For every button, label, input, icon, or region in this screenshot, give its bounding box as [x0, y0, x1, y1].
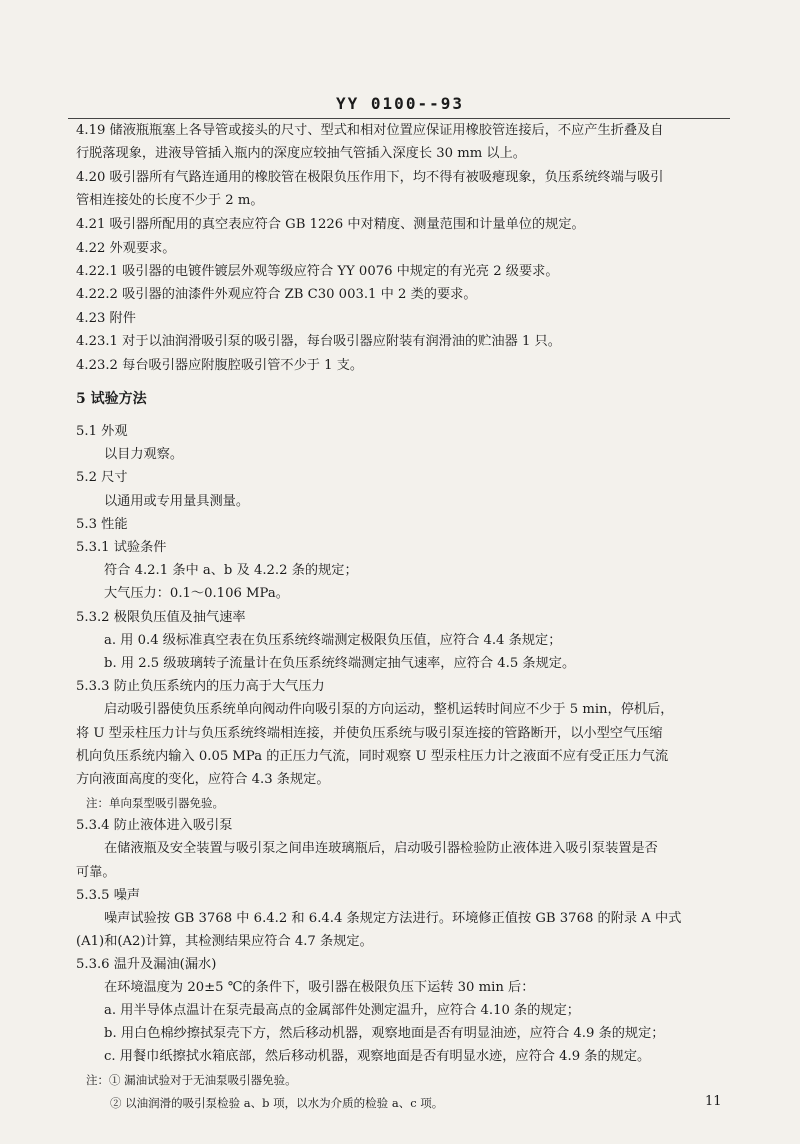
text-line: 以通用或专用量具测量。 — [104, 494, 250, 509]
text-line: 4.21 吸引器所配用的真空表应符合 GB 1226 中对精度、测量范围和计量单位的规定。 — [76, 217, 585, 232]
text-line: 5.1 外观 — [76, 424, 128, 439]
text-line: 5.3.6 温升及漏油(漏水) — [76, 957, 217, 972]
header-rule — [68, 118, 730, 119]
note-line: ② 以油润滑的吸引泵检验 a、b 项，以水为介质的检验 a、c 项。 — [110, 1096, 444, 1110]
page-number: 11 — [705, 1094, 722, 1109]
text-line: 5.3.2 极限负压值及抽气速率 — [76, 610, 246, 625]
text-line: 机向负压系统内输入 0.05 MPa 的正压力气流，同时观察 U 型汞柱压力计之液面不应有受正压力气流 — [76, 749, 669, 764]
text-line: 4.19 储液瓶瓶塞上各导管或接头的尺寸、型式和相对位置应保证用橡胶管连接后，不应产生折叠及自 — [76, 123, 664, 138]
text-line: 管相连接处的长度不少于 2 m。 — [76, 193, 264, 208]
text-line: 大气压力：0.1～0.106 MPa。 — [104, 586, 289, 601]
text-line: a. 用 0.4 级标准真空表在负压系统终端测定极限负压值，应符合 4.4 条规定； — [104, 633, 562, 648]
text-line: 4.23 附件 — [76, 311, 136, 326]
text-line: 4.22.1 吸引器的电镀件镀层外观等级应符合 YY 0076 中规定的有光亮 2 级要求。 — [76, 264, 559, 279]
text-line: 5.3.3 防止负压系统内的压力高于大气压力 — [76, 679, 325, 694]
text-line: 5.3 性能 — [76, 517, 128, 532]
note-line: 注：单向泵型吸引器免验。 — [86, 796, 224, 810]
text-line: 4.22.2 吸引器的油漆件外观应符合 ZB C30 003.1 中 2 类的要求。 — [76, 287, 477, 302]
section-heading: 5 试验方法 — [76, 391, 147, 407]
text-line: (A1)和(A2)计算，其检测结果应符合 4.7 条规定。 — [76, 934, 373, 949]
text-line: a. 用半导体点温计在泵壳最高点的金属部件处测定温升，应符合 4.10 条的规定； — [104, 1003, 580, 1018]
text-line: c. 用餐巾纸擦拭水箱底部，然后移动机器，观察地面是否有明显水迹，应符合 4.9 条的规定。 — [104, 1049, 651, 1064]
text-line: 5.3.4 防止液体进入吸引泵 — [76, 818, 233, 833]
note-line: 注：① 漏油试验对于无油泵吸引器免验。 — [86, 1073, 297, 1087]
standard-code-header: YY 0100--93 — [336, 94, 464, 113]
text-line: 4.23.1 对于以油润滑吸引泵的吸引器，每台吸引器应附装有润滑油的贮油器 1 只。 — [76, 334, 561, 349]
text-line: 以目力观察。 — [104, 447, 184, 462]
text-line: 5.2 尺寸 — [76, 470, 128, 485]
text-line: 可靠。 — [76, 865, 116, 880]
text-line: 将 U 型汞柱压力计与负压系统终端相连接，并使负压系统与吸引泵连接的管路断开，以小型空气压缩 — [76, 726, 663, 741]
text-line: 方向液面高度的变化，应符合 4.3 条规定。 — [76, 772, 330, 787]
text-line: 4.22 外观要求。 — [76, 241, 176, 256]
text-line: b. 用白色棉纱擦拭泵壳下方，然后移动机器，观察地面是否有明显油迹，应符合 4.9 条的规定； — [104, 1026, 665, 1041]
text-line: 在储液瓶及安全装置与吸引泵之间串连玻璃瓶后，启动吸引器检验防止液体进入吸引泵装置是否 — [104, 841, 658, 856]
text-line: 行脱落现象，进液导管插入瓶内的深度应较抽气管插入深度长 30 mm 以上。 — [76, 146, 526, 161]
text-line: 4.20 吸引器所有气路连通用的橡胶管在极限负压作用下，均不得有被吸瘪现象，负压系统终端与吸引 — [76, 170, 664, 185]
text-line: 4.23.2 每台吸引器应附腹腔吸引管不少于 1 支。 — [76, 358, 364, 373]
text-line: 启动吸引器使负压系统单向阀动件向吸引泵的方向运动，整机运转时间应不少于 5 min，停机后， — [104, 702, 674, 717]
text-line: 5.3.1 试验条件 — [76, 540, 167, 555]
text-line: 符合 4.2.1 条中 a、b 及 4.2.2 条的规定； — [104, 563, 358, 578]
text-line: b. 用 2.5 级玻璃转子流量计在负压系统终端测定抽气速率，应符合 4.5 条规定。 — [104, 656, 576, 671]
text-line: 5.3.5 噪声 — [76, 888, 141, 903]
text-line: 在环境温度为 20±5 ℃的条件下，吸引器在极限负压下运转 30 min 后： — [104, 980, 535, 995]
text-line: 噪声试验按 GB 3768 中 6.4.2 和 6.4.4 条规定方法进行。环境修正值按 GB 3768 的附录 A 中式 — [104, 911, 682, 926]
